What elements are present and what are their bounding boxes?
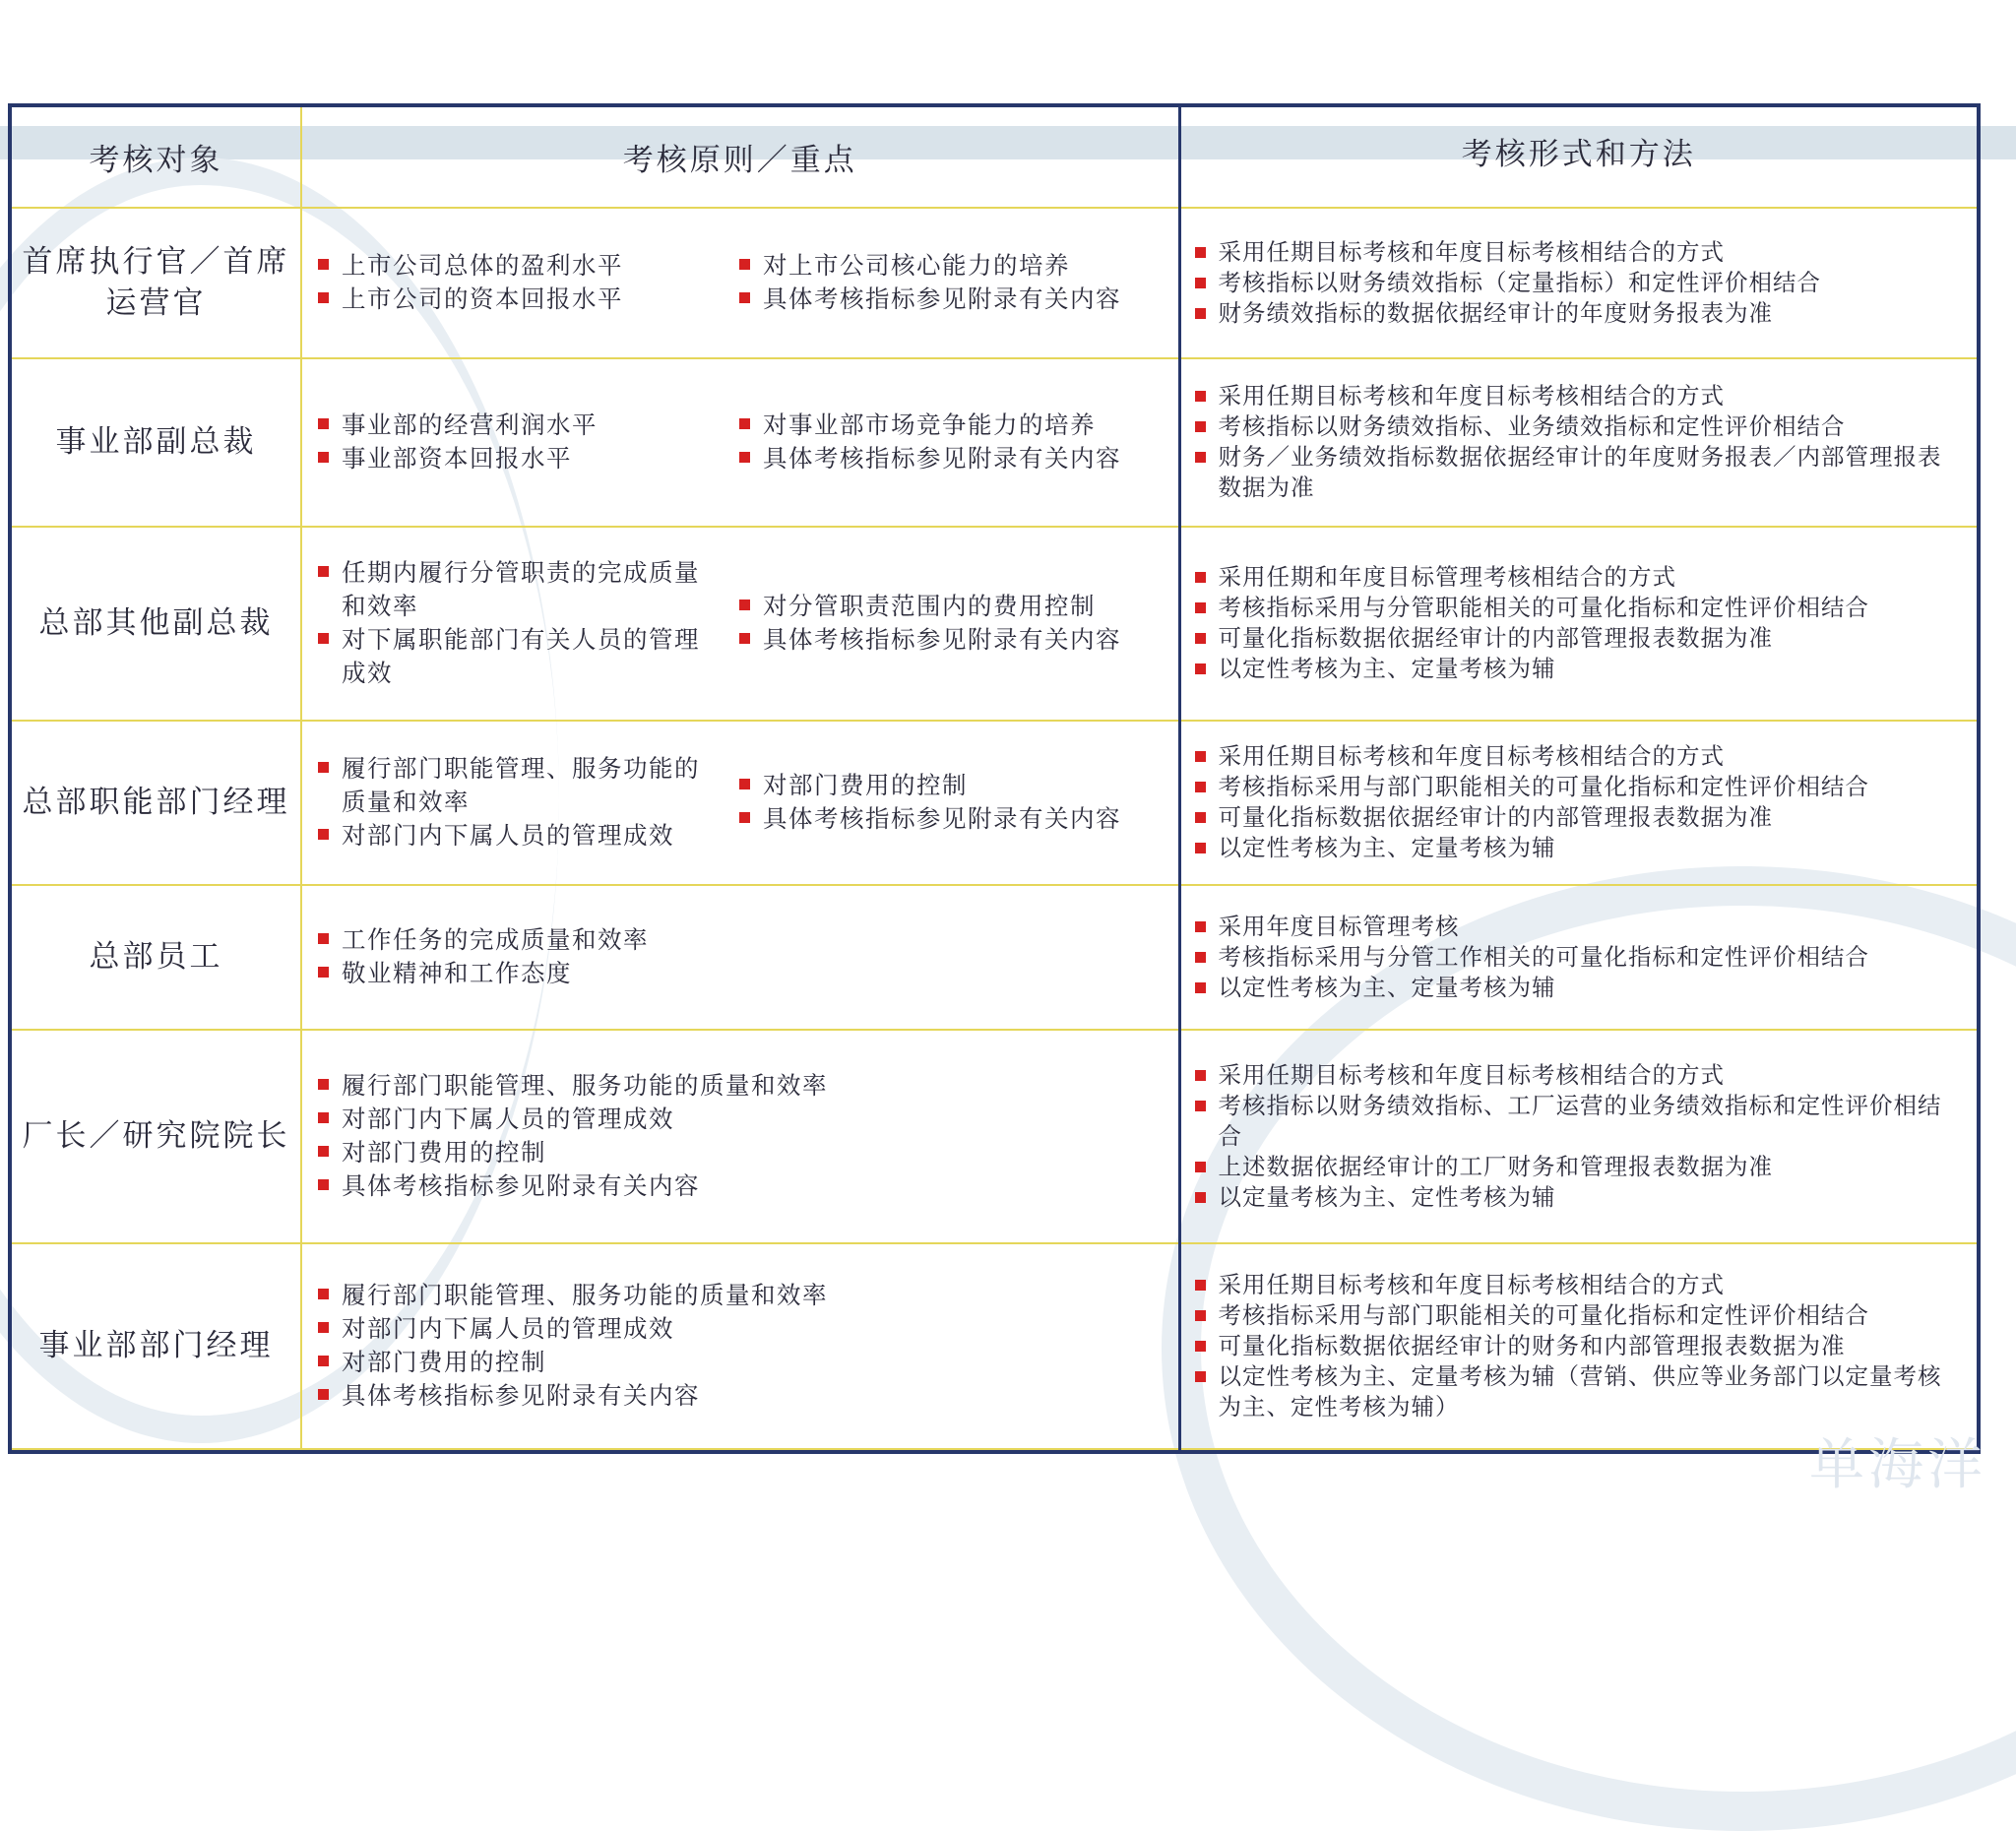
methods-cell bbox=[1179, 885, 1977, 1030]
methods-cell bbox=[1179, 1243, 1977, 1449]
principles-list-left bbox=[316, 752, 720, 852]
list-item: 上述数据依据经审计的工厂财务和管理报表数据为准 bbox=[1193, 1152, 1958, 1182]
list-item: 以定性考核为主、定量考核为辅 bbox=[1193, 973, 1958, 1003]
methods-list bbox=[1193, 562, 1958, 684]
list-item: 采用任期和年度目标管理考核相结合的方式 bbox=[1193, 562, 1958, 593]
header-object: 考核对象 bbox=[12, 107, 301, 208]
list-item: 考核指标采用与分管职能相关的可量化指标和定性评价相结合 bbox=[1193, 593, 1958, 623]
list-item: 以定量考核为主、定性考核为辅 bbox=[1193, 1182, 1958, 1213]
list-item: 以定性考核为主、定量考核为辅 bbox=[1193, 833, 1958, 863]
principles-list-left bbox=[316, 1279, 1161, 1413]
assessment-object: 总部其他副总裁 bbox=[12, 527, 301, 721]
list-item: 对上市公司核心能力的培养 bbox=[737, 249, 1161, 283]
list-item: 财务／业务绩效指标数据依据经审计的年度财务报表／内部管理报表数据为准 bbox=[1193, 442, 1958, 503]
methods-list bbox=[1193, 1270, 1958, 1422]
list-item: 考核指标以财务绩效指标、工厂运营的业务绩效指标和定性评价相结合 bbox=[1193, 1091, 1958, 1152]
principles-cell bbox=[301, 1243, 1179, 1449]
list-item: 对部门内下属人员的管理成效 bbox=[316, 819, 720, 852]
list-item: 以定性考核为主、定量考核为辅 bbox=[1193, 654, 1958, 684]
list-item: 对部门费用的控制 bbox=[316, 1346, 1161, 1379]
methods-cell bbox=[1179, 1030, 1977, 1243]
methods-cell bbox=[1179, 358, 1977, 527]
methods-list bbox=[1193, 1060, 1958, 1213]
methods-list bbox=[1193, 912, 1958, 1003]
principles-cell bbox=[301, 1030, 1179, 1243]
methods-cell bbox=[1179, 721, 1977, 885]
list-item: 采用任期目标考核和年度目标考核相结合的方式 bbox=[1193, 237, 1958, 268]
assessment-object: 总部职能部门经理 bbox=[12, 721, 301, 885]
table-row bbox=[12, 721, 1977, 885]
principles-list-left bbox=[316, 556, 720, 690]
table-row bbox=[12, 527, 1977, 721]
list-item: 具体考核指标参见附录有关内容 bbox=[316, 1379, 1161, 1413]
list-item: 对部门费用的控制 bbox=[737, 769, 1161, 802]
list-item: 对下属职能部门有关人员的管理成效 bbox=[316, 623, 720, 690]
header-principles: 考核原则／重点 bbox=[301, 107, 1179, 208]
header-row bbox=[12, 107, 1977, 208]
assessment-object: 事业部部门经理 bbox=[12, 1243, 301, 1449]
list-item: 具体考核指标参见附录有关内容 bbox=[316, 1169, 1161, 1203]
table-row bbox=[12, 358, 1977, 527]
list-item: 考核指标采用与分管工作相关的可量化指标和定性评价相结合 bbox=[1193, 942, 1958, 973]
methods-cell bbox=[1179, 527, 1977, 721]
principles-cell bbox=[301, 885, 1179, 1030]
methods-list bbox=[1193, 237, 1958, 329]
methods-cell bbox=[1179, 208, 1977, 358]
principles-list-left bbox=[316, 409, 720, 475]
table-body bbox=[12, 208, 1977, 1449]
assessment-object: 首席执行官／首席运营官 bbox=[12, 208, 301, 358]
principles-cell bbox=[301, 527, 1179, 721]
methods-list bbox=[1193, 741, 1958, 863]
list-item: 履行部门职能管理、服务功能的质量和效率 bbox=[316, 1069, 1161, 1103]
assessment-object: 事业部副总裁 bbox=[12, 358, 301, 527]
principles-list-right bbox=[737, 590, 1161, 657]
list-item: 具体考核指标参见附录有关内容 bbox=[737, 623, 1161, 657]
principles-list-left bbox=[316, 1069, 1161, 1203]
header-methods: 考核形式和方法 bbox=[1179, 107, 1977, 208]
list-item: 上市公司总体的盈利水平 bbox=[316, 249, 720, 283]
assessment-object: 厂长／研究院院长 bbox=[12, 1030, 301, 1243]
table-row bbox=[12, 1243, 1977, 1449]
principles-cell bbox=[301, 208, 1179, 358]
list-item: 采用任期目标考核和年度目标考核相结合的方式 bbox=[1193, 1060, 1958, 1091]
list-item: 采用年度目标管理考核 bbox=[1193, 912, 1958, 942]
list-item: 可量化指标数据依据经审计的内部管理报表数据为准 bbox=[1193, 623, 1958, 654]
list-item: 考核指标以财务绩效指标、业务绩效指标和定性评价相结合 bbox=[1193, 411, 1958, 442]
list-item: 对部门内下属人员的管理成效 bbox=[316, 1312, 1161, 1346]
list-item: 事业部的经营利润水平 bbox=[316, 409, 720, 442]
list-item: 采用任期目标考核和年度目标考核相结合的方式 bbox=[1193, 741, 1958, 772]
principles-cell bbox=[301, 721, 1179, 885]
watermark-logo: 单海洋 bbox=[1809, 1433, 1986, 1497]
methods-list bbox=[1193, 381, 1958, 503]
list-item: 可量化指标数据依据经审计的财务和内部管理报表数据为准 bbox=[1193, 1331, 1958, 1361]
list-item: 敬业精神和工作态度 bbox=[316, 957, 1161, 990]
principles-list-left bbox=[316, 923, 1161, 990]
list-item: 具体考核指标参见附录有关内容 bbox=[737, 802, 1161, 836]
table-row bbox=[12, 1030, 1977, 1243]
list-item: 采用任期目标考核和年度目标考核相结合的方式 bbox=[1193, 1270, 1958, 1300]
list-item: 财务绩效指标的数据依据经审计的年度财务报表为准 bbox=[1193, 298, 1958, 329]
principles-cell bbox=[301, 358, 1179, 527]
list-item: 考核指标采用与部门职能相关的可量化指标和定性评价相结合 bbox=[1193, 1300, 1958, 1331]
list-item: 具体考核指标参见附录有关内容 bbox=[737, 283, 1161, 316]
list-item: 履行部门职能管理、服务功能的质量和效率 bbox=[316, 752, 720, 819]
list-item: 对事业部市场竞争能力的培养 bbox=[737, 409, 1161, 442]
list-item: 考核指标以财务绩效指标（定量指标）和定性评价相结合 bbox=[1193, 268, 1958, 298]
list-item: 工作任务的完成质量和效率 bbox=[316, 923, 1161, 957]
list-item: 对部门内下属人员的管理成效 bbox=[316, 1103, 1161, 1136]
list-item: 事业部资本回报水平 bbox=[316, 442, 720, 475]
list-item: 具体考核指标参见附录有关内容 bbox=[737, 442, 1161, 475]
list-item: 采用任期目标考核和年度目标考核相结合的方式 bbox=[1193, 381, 1958, 411]
list-item: 考核指标采用与部门职能相关的可量化指标和定性评价相结合 bbox=[1193, 772, 1958, 802]
list-item: 任期内履行分管职责的完成质量和效率 bbox=[316, 556, 720, 623]
list-item: 以定性考核为主、定量考核为辅（营销、供应等业务部门以定量考核为主、定性考核为辅） bbox=[1193, 1361, 1958, 1422]
assessment-table bbox=[12, 107, 1977, 1450]
list-item: 对分管职责范围内的费用控制 bbox=[737, 590, 1161, 623]
principles-list-right bbox=[737, 769, 1161, 836]
list-item: 上市公司的资本回报水平 bbox=[316, 283, 720, 316]
table-row bbox=[12, 208, 1977, 358]
table-row bbox=[12, 885, 1977, 1030]
assessment-object: 总部员工 bbox=[12, 885, 301, 1030]
principles-list-right bbox=[737, 249, 1161, 316]
principles-list-right bbox=[737, 409, 1161, 475]
list-item: 履行部门职能管理、服务功能的质量和效率 bbox=[316, 1279, 1161, 1312]
list-item: 对部门费用的控制 bbox=[316, 1136, 1161, 1169]
list-item: 可量化指标数据依据经审计的内部管理报表数据为准 bbox=[1193, 802, 1958, 833]
principles-list-left bbox=[316, 249, 720, 316]
